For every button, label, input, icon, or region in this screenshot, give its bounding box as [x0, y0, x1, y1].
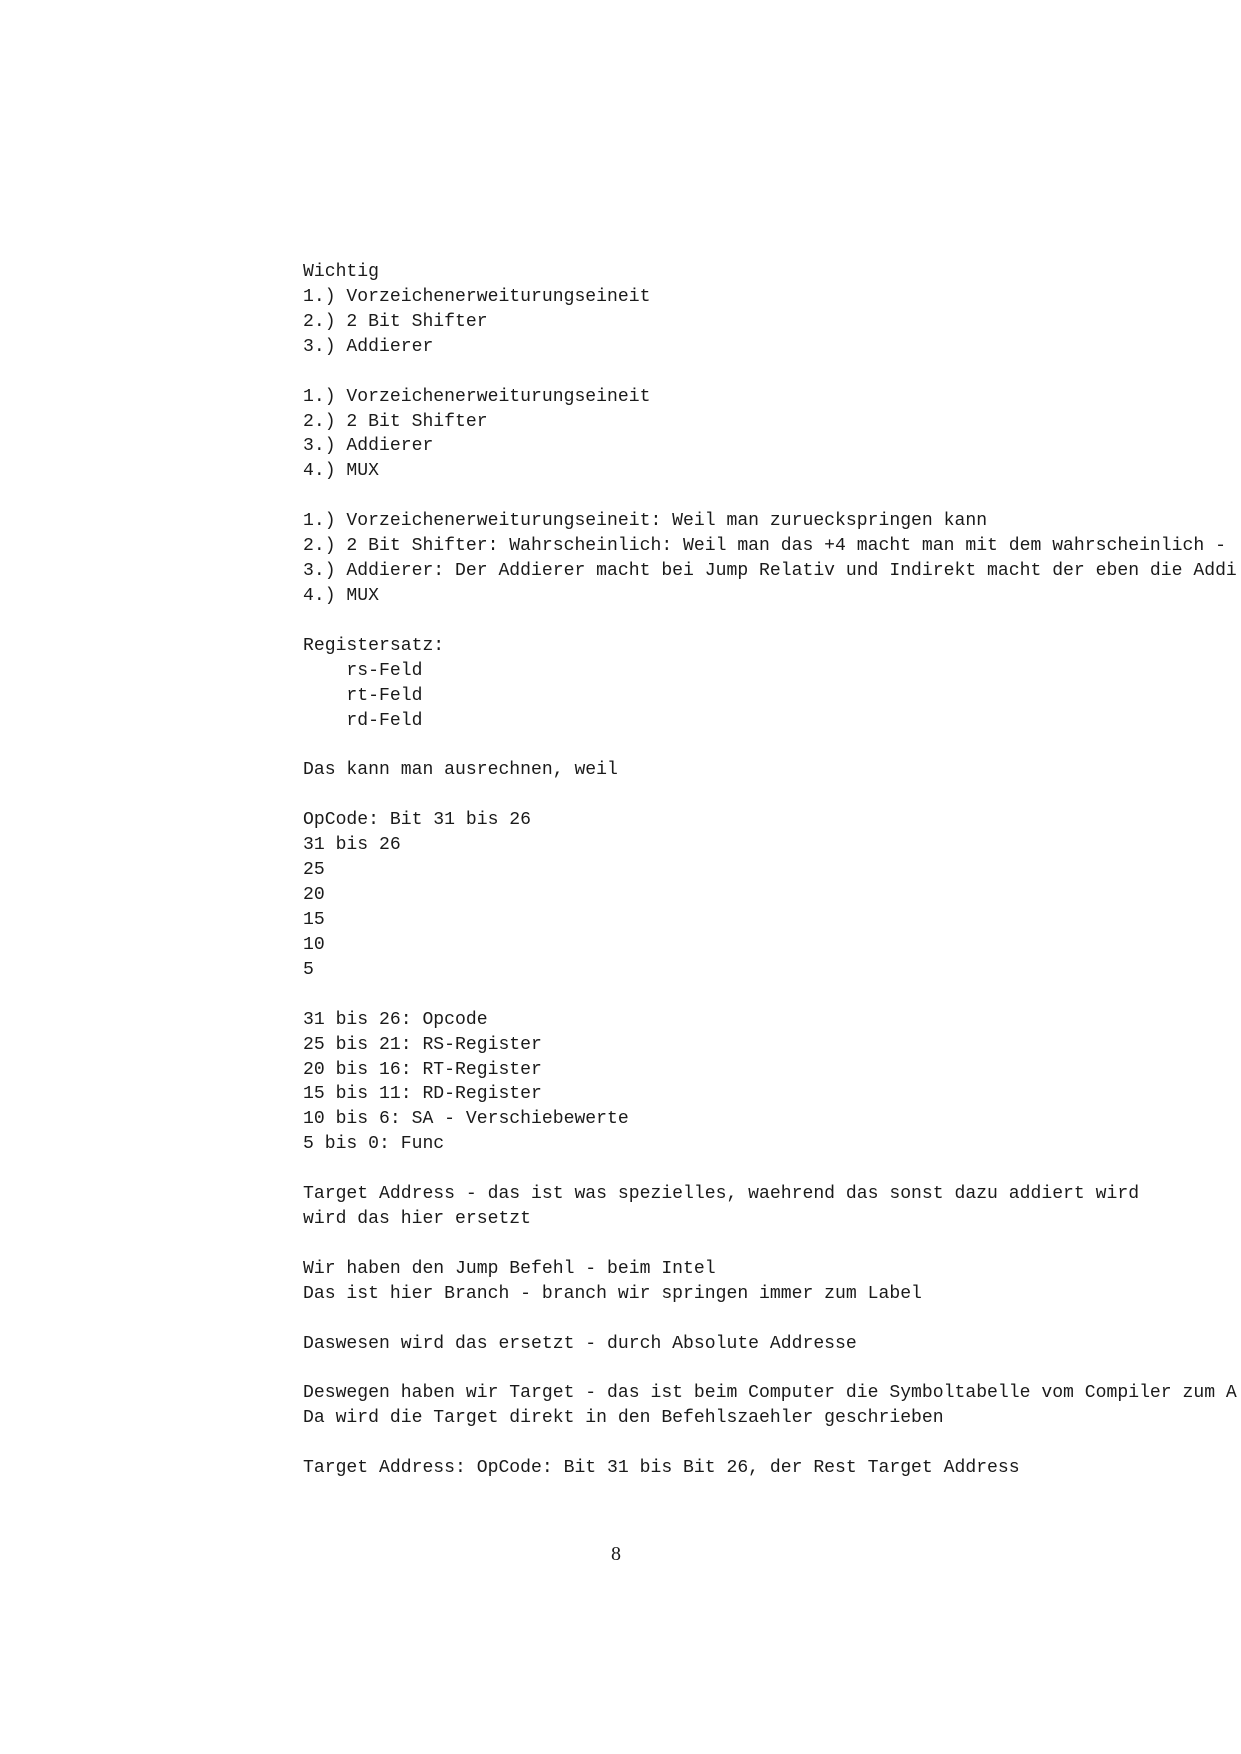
- blank-line: [303, 1232, 1237, 1257]
- text-line: 1.) Vorzeichenerweiturungseineit: [303, 386, 651, 407]
- blank-line: [303, 1307, 1237, 1332]
- text-line: 1.) Vorzeichenerweiturungseineit: Weil man zurueckspringen kann: [303, 511, 988, 532]
- text-line: 3.) Addierer: [303, 436, 434, 457]
- text-line: 31 bis 26: [303, 835, 401, 856]
- blank-line: [303, 783, 1237, 808]
- blank-line: [303, 1431, 1237, 1456]
- text-line: 25 bis 21: RS-Register: [303, 1034, 542, 1055]
- text-line: 5: [303, 959, 314, 980]
- blank-line: [303, 1157, 1237, 1182]
- text-line: Das ist hier Branch - branch wir springen immer zum Label: [303, 1283, 922, 1304]
- text-line: 1.) Vorzeichenerweiturungseineit: [303, 286, 651, 307]
- page-number: 8: [611, 1543, 621, 1565]
- blank-line: [303, 734, 1237, 759]
- text-line: Wichtig: [303, 262, 380, 282]
- text-line: 15: [303, 909, 325, 930]
- text-line: 4.) MUX: [303, 461, 380, 482]
- text-line: rd-Feld: [303, 710, 423, 731]
- text-line: Registersatz:: [303, 635, 445, 656]
- text-line: Das kann man ausrechnen, weil: [303, 760, 618, 781]
- text-line: 4.) MUX: [303, 585, 380, 606]
- text-line: 10 bis 6: SA - Verschiebewerte: [303, 1109, 629, 1130]
- text-line: 2.) 2 Bit Shifter: [303, 411, 488, 432]
- text-line: 15 bis 11: RD-Register: [303, 1084, 542, 1105]
- text-line: 5 bis 0: Func: [303, 1134, 445, 1155]
- blank-line: [303, 484, 1237, 509]
- text-line: Wir haben den Jump Befehl - beim Intel: [303, 1258, 716, 1279]
- text-line: 2.) 2 Bit Shifter: [303, 311, 488, 332]
- text-line: wird das hier ersetzt: [303, 1209, 532, 1230]
- text-line: Daswesen wird das ersetzt - durch Absolute Addresse: [303, 1333, 857, 1354]
- blank-line: [303, 983, 1237, 1008]
- text-line: 3.) Addierer: Der Addierer macht bei Jump Relativ und Indirekt macht der eben die Addi: [303, 561, 1237, 582]
- text-line: Deswegen haben wir Target - das ist beim Computer die Symboltabelle vom Compiler zum A: [303, 1383, 1237, 1404]
- text-line: Target Address - das ist was spezielles, waehrend das sonst dazu addiert wird: [303, 1184, 1140, 1205]
- blank-line: [303, 609, 1237, 634]
- text-line: rt-Feld: [303, 685, 423, 706]
- text-line: OpCode: Bit 31 bis 26: [303, 810, 532, 831]
- text-line: rs-Feld: [303, 660, 423, 681]
- text-line: Target Address: OpCode: Bit 31 bis Bit 26, der Rest Target Address: [303, 1458, 1020, 1479]
- blank-line: [303, 360, 1237, 385]
- text-line: 3.) Addierer: [303, 336, 434, 357]
- text-line: 20: [303, 885, 325, 906]
- text-line: 10: [303, 934, 325, 955]
- text-line: 31 bis 26: Opcode: [303, 1009, 488, 1030]
- text-line: 2.) 2 Bit Shifter: Wahrscheinlich: Weil man das +4 macht man mit dem wahrscheinlich -: [303, 536, 1226, 557]
- document-body: [303, 260, 1237, 1481]
- text-line: 20 bis 16: RT-Register: [303, 1059, 542, 1080]
- text-line: 25: [303, 860, 325, 881]
- blank-line: [303, 1357, 1237, 1382]
- text-line: Da wird die Target direkt in den Befehlszaehler geschrieben: [303, 1408, 944, 1429]
